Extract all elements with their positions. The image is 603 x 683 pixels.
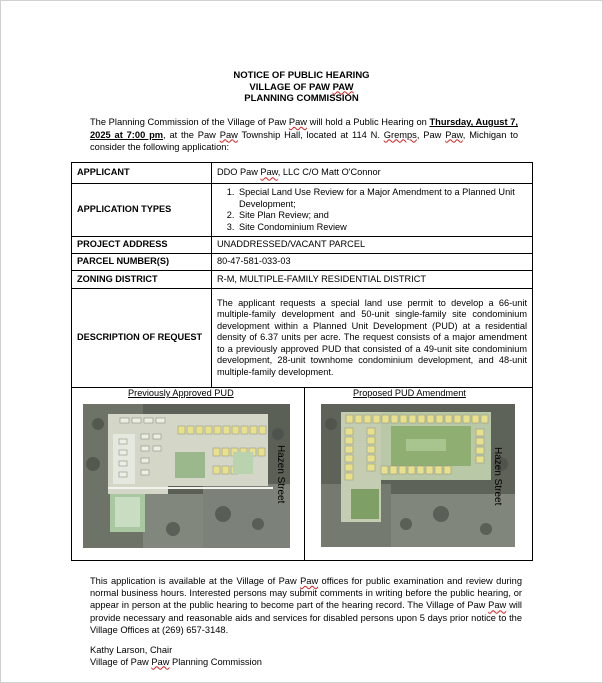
applicant-label: APPLICANT (72, 163, 212, 184)
project-address-label: PROJECT ADDRESS (72, 237, 212, 254)
footer-text: offices for public examination and review during normal business hours. Interested persons may submit comments in writing before the public hearing, or appear in person at the public hearing to become part of the hearing record. The Village of Paw (90, 576, 522, 611)
application-type-item: 1. Special Land Use Review for a Major Amendment to a Planned Unit Development; (237, 187, 527, 210)
map-divider (304, 387, 305, 561)
intro-text: , Paw (416, 129, 446, 140)
description-row (72, 289, 533, 388)
intro-text: Township Hall, located at 114 N. (237, 129, 384, 140)
application-types-list (217, 187, 527, 233)
signer-org-text: Planning Commission (169, 656, 262, 667)
notice-header (0, 70, 603, 105)
notice-title: NOTICE OF PUBLIC HEARING (233, 70, 370, 81)
intro-text: Gremps (383, 129, 417, 140)
footer-text: Paw (488, 600, 507, 611)
intro-text: Paw (288, 117, 307, 127)
application-types-label: APPLICATION TYPES (72, 184, 212, 237)
parcel-number-row (72, 254, 533, 271)
zoning-district-row (72, 271, 533, 289)
project-address-row (72, 237, 533, 254)
application-types-value (212, 184, 533, 237)
intro-paragraph (90, 116, 518, 154)
intro-text: Paw (219, 129, 238, 140)
previous-pud-map (83, 404, 290, 548)
intro-text: The Planning Commission of the Village of Paw (90, 117, 289, 127)
intro-text: Paw (445, 129, 463, 140)
application-types-row (72, 184, 533, 237)
signer-organization (90, 657, 262, 669)
project-address-value: UNADDRESSED/VACANT PARCEL (212, 237, 533, 254)
zoning-district-value: R-M, MULTIPLE-FAMILY RESIDENTIAL DISTRICT (212, 271, 533, 289)
village-name-word: PAW (332, 81, 354, 93)
village-name-prefix: VILLAGE OF PAW (249, 81, 333, 93)
description-value: The applicant requests a special land use permit to develop a 66-unit multiple-family development and 50-unit single-family site condominium development within a Planned Unit Development (PUD) at a residential density of 6.37 units per acre. The request consists of a major amendment to a previously approved PUD that consisted of a 49-unit site condominium development, 28-unit townhome condominium development, and 48-unit multiple-family development. (212, 289, 533, 388)
parcel-number-value: 80-47-581-033-03 (212, 254, 533, 271)
commission-name: PLANNING COMMISSION (244, 93, 359, 104)
hearing-date: Thursday, August 7, 2025 at 7:00 pm (90, 117, 518, 140)
footer-text: Paw (300, 576, 319, 586)
parcel-number-label: PARCEL NUMBER(S) (72, 254, 212, 271)
footer-text: This application is available at the Village of Paw (90, 576, 301, 586)
application-type-item: 3. Site Condominium Review (237, 222, 527, 234)
application-type-item: 2. Site Plan Review; and (237, 210, 527, 222)
description-label: DESCRIPTION OF REQUEST (72, 289, 212, 388)
applicant-text: Paw (260, 167, 278, 178)
signer-org-text: Village of Paw (90, 656, 152, 667)
applicant-text: DDO Paw (217, 167, 261, 178)
applicant-row (72, 163, 533, 184)
zoning-district-label: ZONING DISTRICT (72, 271, 212, 289)
signature-block (90, 645, 262, 668)
site-maps-section (71, 387, 533, 561)
proposed-pud-caption: Proposed PUD Amendment (353, 388, 466, 398)
signer-name: Kathy Larson, Chair (90, 645, 173, 655)
hazen-street-label-right: Hazen Street (492, 447, 503, 506)
intro-text: will hold a Public Hearing on (306, 117, 430, 127)
proposed-pud-map (321, 404, 515, 547)
intro-text: , Michigan to consider the following application: (90, 129, 518, 152)
footer-text: will provide necessary and reasonable aids and services for disabled persons upon 5 days prior notice to the Village Offices at (269) 657-3148. (90, 600, 522, 635)
village-name (0, 82, 603, 94)
signer-org-text: Paw (151, 656, 170, 667)
applicant-value (212, 163, 533, 184)
application-table (71, 162, 533, 388)
intro-text: , at the Paw (163, 129, 220, 140)
hazen-street-label-left: Hazen Street (275, 445, 286, 504)
previous-pud-caption: Previously Approved PUD (128, 388, 234, 398)
footer-paragraph (90, 575, 522, 636)
applicant-text: , LLC C/O Matt O'Connor (277, 167, 381, 178)
